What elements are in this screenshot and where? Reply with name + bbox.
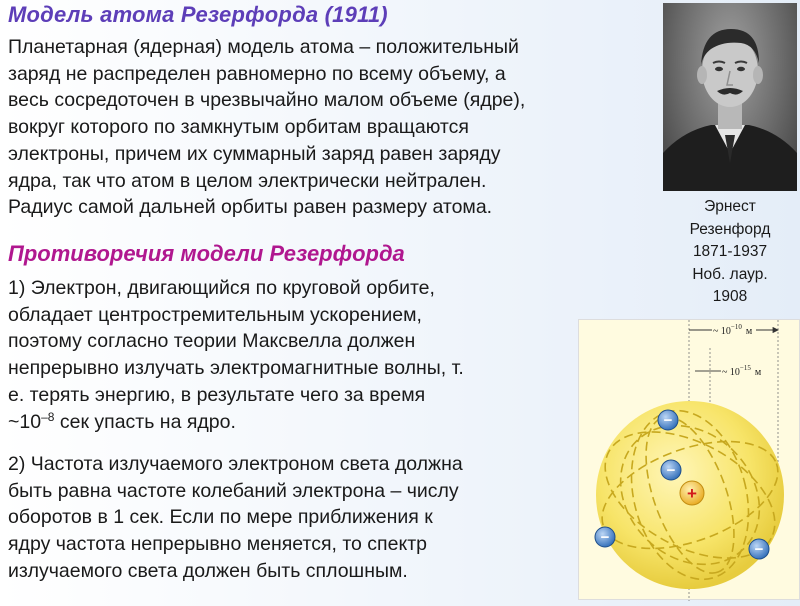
- caption-line: 1908: [712, 288, 748, 305]
- text-line: оборотов в 1 сек. Если по мере приближения к: [8, 506, 433, 529]
- text-line: непрерывно излучать электромагнитные волны, т.: [8, 357, 464, 380]
- text-line: излучаемого света должен быть сплошным.: [8, 559, 408, 582]
- model-paragraph: [8, 34, 525, 221]
- left-ear: [697, 66, 707, 84]
- time-suffix: сек упасть на ядро.: [54, 410, 236, 433]
- text-line: 2) Частота излучаемого электроном света должна: [8, 453, 463, 475]
- time-exponent: –8: [41, 409, 55, 424]
- electron: [749, 539, 769, 559]
- nucleus-size-label: ~ $10^{-15}$ м: [722, 364, 762, 378]
- right-ear: [753, 66, 763, 84]
- rutherford-portrait: [663, 3, 797, 191]
- portrait-caption: [660, 196, 800, 309]
- contradictions-heading: Противоречия модели Резерфорда: [8, 241, 405, 266]
- text-line: ядру частота непрерывно меняется, то спектр: [8, 533, 427, 556]
- text-line: обладает центростремительным ускорением,: [8, 303, 422, 326]
- caption-line: Резенфорд: [689, 220, 771, 238]
- text-line: весь сосредоточен в чрезвычайно малом объеме (ядре),: [8, 89, 526, 112]
- text-line: заряд не распределен равномерно по всему объему, а: [8, 62, 506, 85]
- text-line: е. терять энергию, в результате чего за время: [8, 383, 426, 406]
- electron: [595, 527, 615, 547]
- text-line: 1) Электрон, двигающийся по круговой орбите,: [8, 277, 435, 299]
- contradiction-1-paragraph: [8, 275, 464, 435]
- text-line: вокруг которого по замкнутым орбитам вращаются: [8, 116, 469, 139]
- time-prefix: ~10: [8, 410, 42, 433]
- text-line: ядра, так что атом в целом электрически нейтрален.: [8, 169, 487, 192]
- text-line: быть равна частоте колебаний электрона – числу: [8, 479, 459, 502]
- text-line: электроны, причем их суммарный заряд равен заряду: [8, 142, 501, 165]
- text-line: Радиус самой дальней орбиты равен размеру атома.: [8, 196, 493, 219]
- text-line-with-exponent: [8, 409, 464, 436]
- atom-size-label: ~ $10^{-10}$ м: [713, 323, 753, 337]
- atom-drawing: [579, 320, 800, 601]
- svg-text:−: −: [754, 541, 764, 558]
- svg-text:−: −: [666, 462, 676, 479]
- contradiction-2-paragraph: [8, 451, 463, 585]
- right-eye: [737, 67, 745, 71]
- portrait-drawing: [663, 3, 797, 191]
- electron: [661, 460, 681, 480]
- left-eye: [715, 67, 723, 71]
- atom-diagram: [578, 319, 800, 600]
- svg-text:−: −: [663, 412, 673, 429]
- nucleus-plus-sign: +: [687, 484, 697, 503]
- text-line: Планетарная (ядерная) модель атома – положительный: [8, 36, 519, 58]
- caption-line: 1871-1937: [692, 243, 768, 260]
- slide-title: Модель атома Резерфорда (1911): [8, 2, 388, 27]
- caption-line: Ноб. лаур.: [692, 265, 768, 283]
- electron: [658, 410, 678, 430]
- text-line: поэтому согласно теории Максвелла должен: [8, 330, 416, 353]
- caption-line: Эрнест: [704, 198, 756, 215]
- svg-text:−: −: [600, 529, 610, 546]
